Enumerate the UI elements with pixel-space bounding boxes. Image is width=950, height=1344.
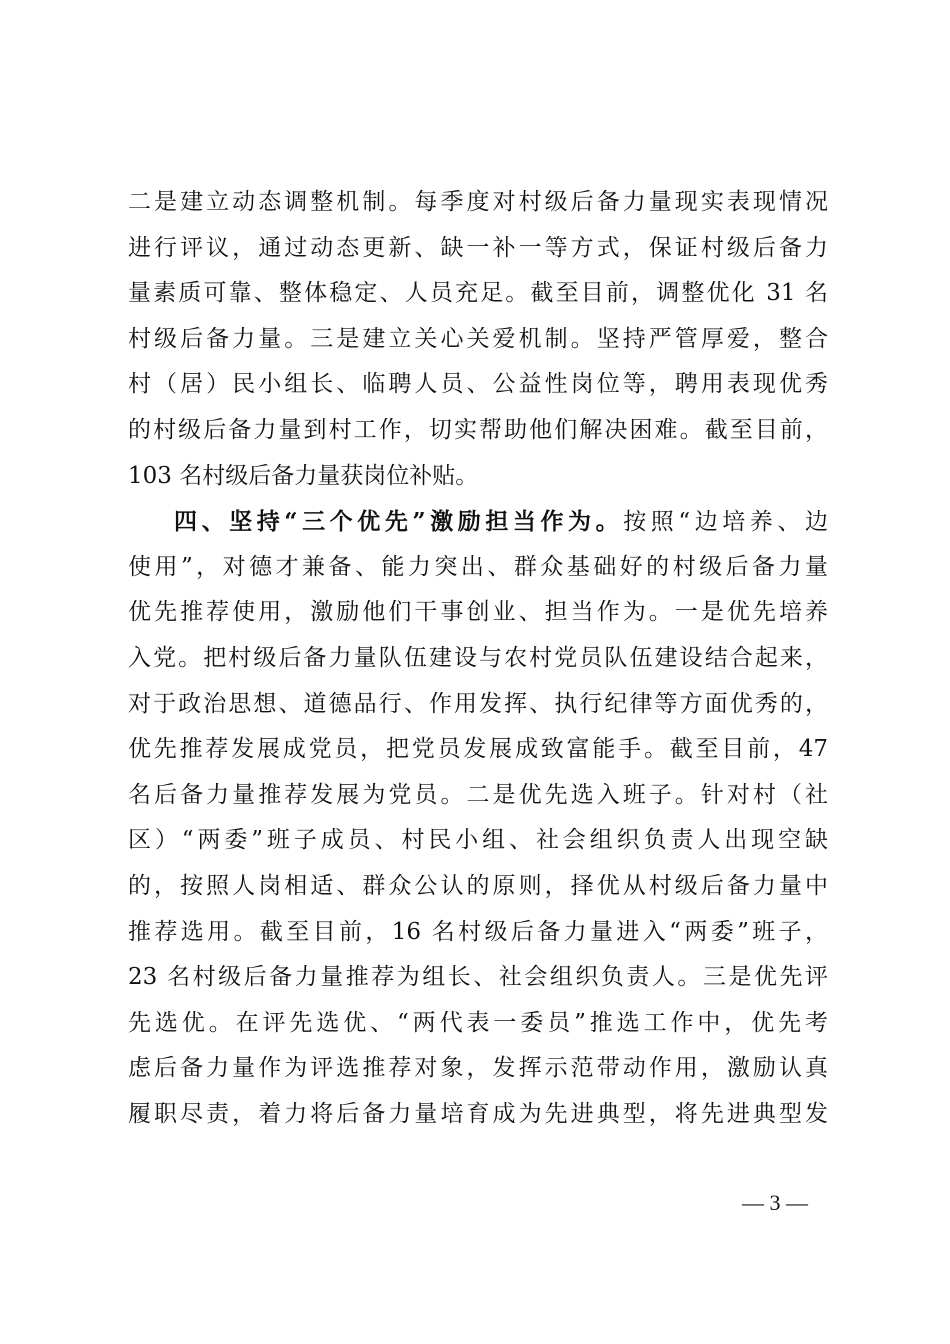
- paragraph-line: 进行评议，通过动态更新、缺一补一等方式，保证村级后备力: [128, 234, 828, 261]
- section-heading: 四、坚持“三个优先”激励担当作为。: [174, 508, 624, 536]
- paragraph-line: 103 名村级后备力量获岗位补贴。: [128, 462, 479, 489]
- paragraph-line: 的，按照人岗相适、群众公认的原则，择优从村级后备力量中: [128, 872, 828, 899]
- paragraph-line: 先选优。在评先选优、“两代表一委员”推选工作中，优先考: [128, 1009, 828, 1036]
- paragraph-line: 的村级后备力量到村工作，切实帮助他们解决困难。截至目前，: [128, 416, 828, 443]
- paragraph-line: 对于政治思想、道德品行、作用发挥、执行纪律等方面优秀的，: [128, 690, 828, 717]
- paragraph-line: 推荐选用。截至目前，16 名村级后备力量进入“两委”班子，: [128, 918, 828, 945]
- section-heading-line: [128, 499, 828, 545]
- paragraph-line: 区）“两委”班子成员、村民小组、社会组织负责人出现空缺: [128, 827, 828, 854]
- body-text: [128, 180, 828, 1137]
- paragraph-line: 履职尽责，着力将后备力量培育成为先进典型，将先进典型发: [128, 1100, 828, 1127]
- paragraph-line: 二是建立动态调整机制。每季度对村级后备力量现实表现情况: [128, 189, 828, 215]
- paragraph-line: 入党。把村级后备力量队伍建设与农村党员队伍建设结合起来，: [128, 644, 828, 671]
- paragraph-line: 名后备力量推荐发展为党员。二是优先选入班子。针对村（社: [128, 781, 828, 808]
- paragraph-line: 虑后备力量作为评选推荐对象，发挥示范带动作用，激励认真: [128, 1055, 828, 1082]
- paragraph-line: 优先推荐发展成党员，把党员发展成致富能手。截至目前，47: [128, 736, 828, 763]
- paragraph-line: 量素质可靠、整体稳定、人员充足。截至目前，调整优化 31 名: [128, 280, 828, 307]
- paragraph-line: 村级后备力量。三是建立关心关爱机制。坚持严管厚爱，整合: [128, 325, 828, 352]
- paragraph-line: 优先推荐使用，激励他们干事创业、担当作为。一是优先培养: [128, 599, 828, 626]
- paragraph-line: 23 名村级后备力量推荐为组长、社会组织负责人。三是优先评: [128, 964, 828, 991]
- paragraph-line: 使用”，对德才兼备、能力突出、群众基础好的村级后备力量: [128, 553, 828, 580]
- page-number: — 3 —: [742, 1190, 808, 1215]
- section-heading-continuation: 按照“边培养、边: [623, 509, 828, 536]
- paragraph-line: 村（居）民小组长、临聘人员、公益性岗位等，聘用表现优秀: [128, 371, 828, 398]
